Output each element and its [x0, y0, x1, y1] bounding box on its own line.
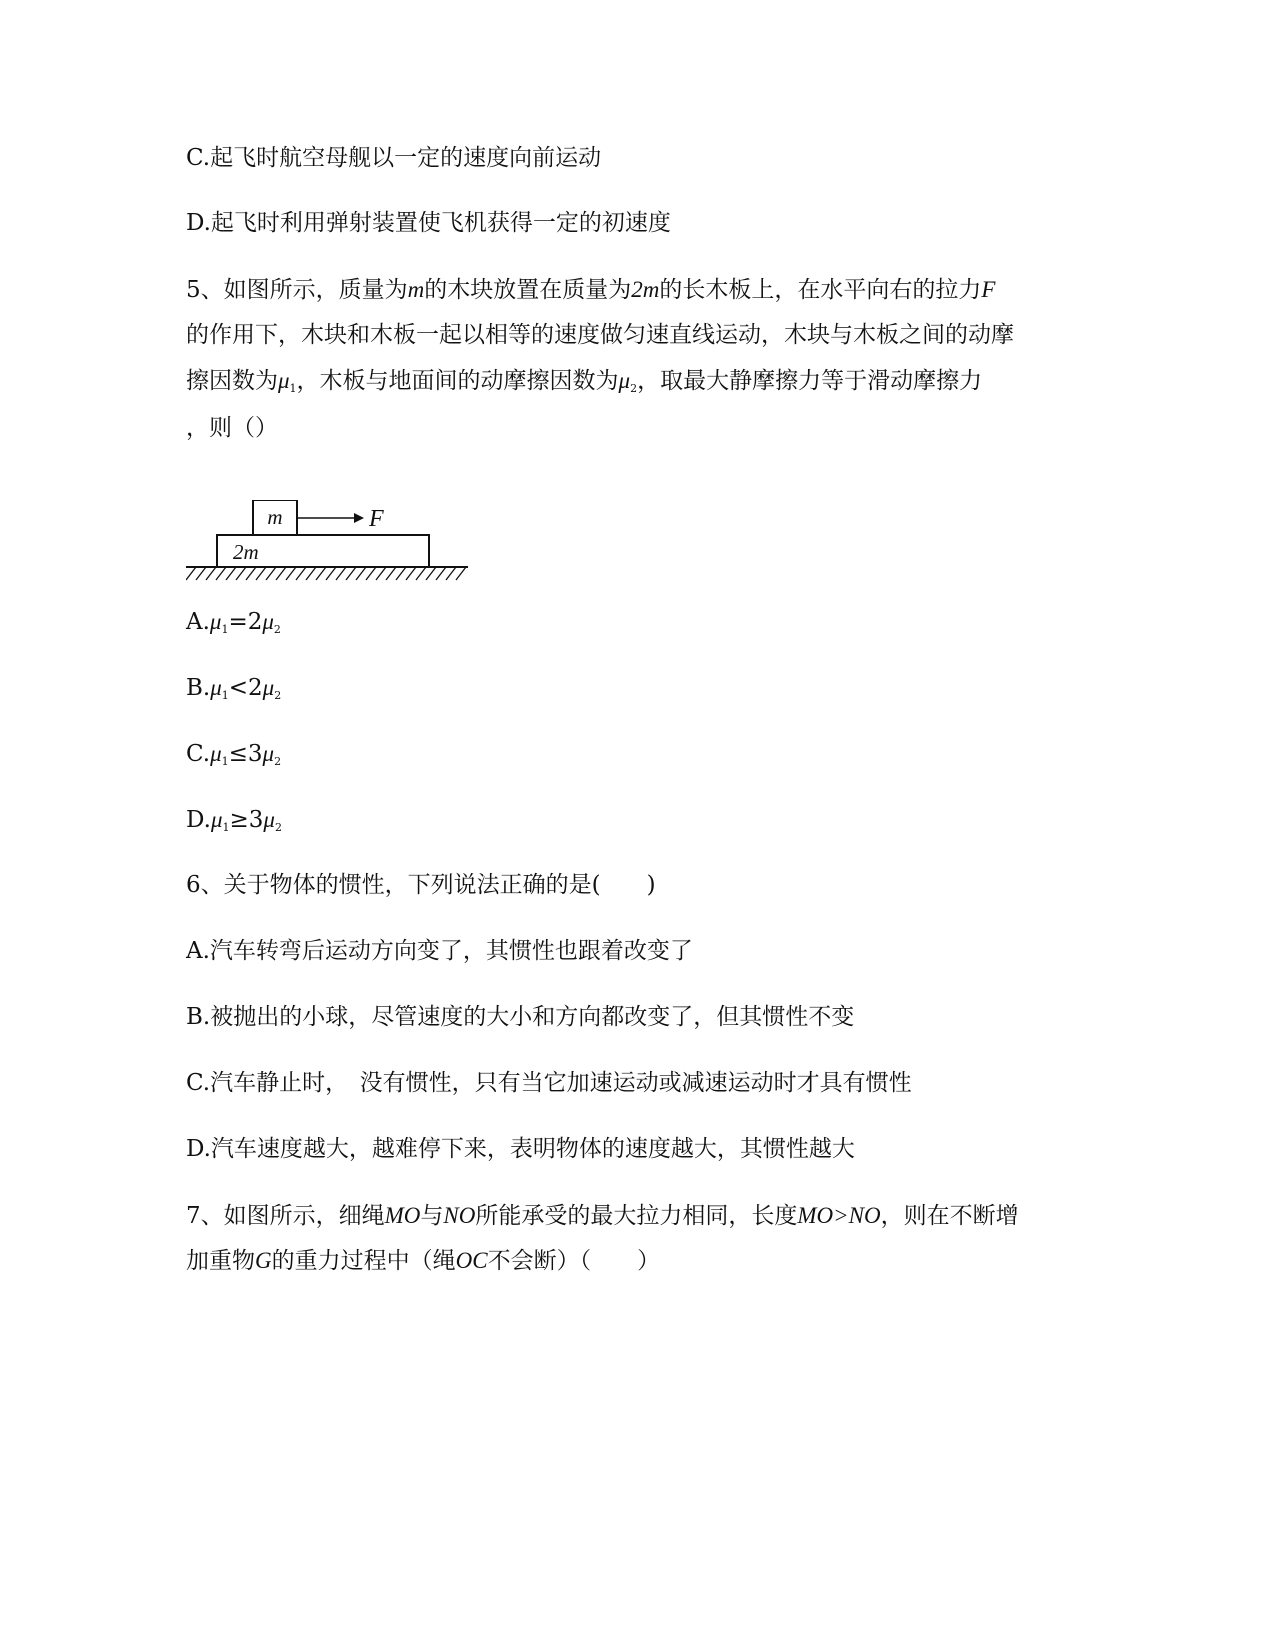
hatch-stroke [296, 567, 306, 580]
hatch-stroke [286, 567, 296, 580]
ground-hatching [186, 567, 466, 580]
q5-stem-line4: ，则（） [186, 415, 278, 441]
hatch-stroke [346, 567, 356, 580]
hatch-stroke [356, 567, 366, 580]
q4-option-d: D.起飞时利用弹射装置使飞机获得一定的初速度 [186, 210, 671, 236]
hatch-stroke [446, 567, 456, 580]
q4-option-c: C.起飞时航空母舰以一定的速度向前运动 [186, 145, 602, 171]
hatch-stroke [226, 567, 236, 580]
block-label: m [267, 505, 283, 529]
hatch-stroke [376, 567, 386, 580]
q7-stem-line2: 加重物G的重力过程中（绳OC不会断）（ ） [186, 1248, 661, 1274]
q6-option-a: A.汽车转弯后运动方向变了，其惯性也跟着改变了 [186, 938, 693, 964]
q7-stem-line1: 7、如图所示，细绳MO与NO所能承受的最大拉力相同，长度MO>NO，则在不断增 [186, 1203, 1019, 1229]
hatch-stroke [436, 567, 446, 580]
board-label: 2m [233, 540, 259, 564]
q6-option-d: D.汽车速度越大，越难停下来，表明物体的速度越大，其惯性越大 [186, 1136, 855, 1162]
hatch-stroke [266, 567, 276, 580]
q6-option-b: B.被抛出的小球，尽管速度的大小和方向都改变了，但其惯性不变 [186, 1004, 855, 1030]
hatch-stroke [306, 567, 316, 580]
hatch-stroke [456, 567, 466, 580]
hatch-stroke [416, 567, 426, 580]
block-on-board-figure [186, 500, 486, 585]
hatch-stroke [386, 567, 396, 580]
hatch-stroke [316, 567, 326, 580]
hatch-stroke [366, 567, 376, 580]
hatch-stroke [426, 567, 436, 580]
hatch-stroke [396, 567, 406, 580]
hatch-stroke [186, 567, 196, 580]
hatch-stroke [196, 567, 206, 580]
q5-stem-line2: 的作用下，木块和木板一起以相等的速度做匀速直线运动，木块与木板之间的动摩 [186, 322, 1014, 348]
hatch-stroke [276, 567, 286, 580]
q5-option-c: $C.\mu_1\le 3\mu_2$ [186, 741, 282, 768]
q6-option-c: C.汽车静止时， 没有惯性，只有当它加速运动或减速运动时才具有惯性 [186, 1070, 912, 1096]
hatch-stroke [406, 567, 416, 580]
force-label: F [369, 506, 384, 532]
hatch-stroke [336, 567, 346, 580]
q5-stem-line3: 擦因数为$\mu_1$，木板与地面间的动摩擦因数为$\mu_2$，取最大静摩擦力等于滑动摩擦力 [186, 368, 983, 395]
q5-option-a: $A.\mu_1=2\mu_2$ [186, 609, 281, 636]
q5-stem-line1: 5、如图所示，质量为m的木块放置在质量为2m的长木板上，在水平向右的拉力F [186, 277, 996, 303]
q6-stem: 6、关于物体的惯性，下列说法正确的是( ) [186, 872, 656, 898]
q5-option-b: $B.\mu_1<2\mu_2$ [186, 675, 282, 702]
hatch-stroke [236, 567, 246, 580]
hatch-stroke [256, 567, 266, 580]
hatch-stroke [216, 567, 226, 580]
q5-option-d: $D.\mu_1\ge 3\mu_2$ [186, 807, 282, 834]
hatch-stroke [246, 567, 256, 580]
hatch-stroke [206, 567, 216, 580]
hatch-stroke [326, 567, 336, 580]
force-arrow-head [354, 513, 364, 523]
